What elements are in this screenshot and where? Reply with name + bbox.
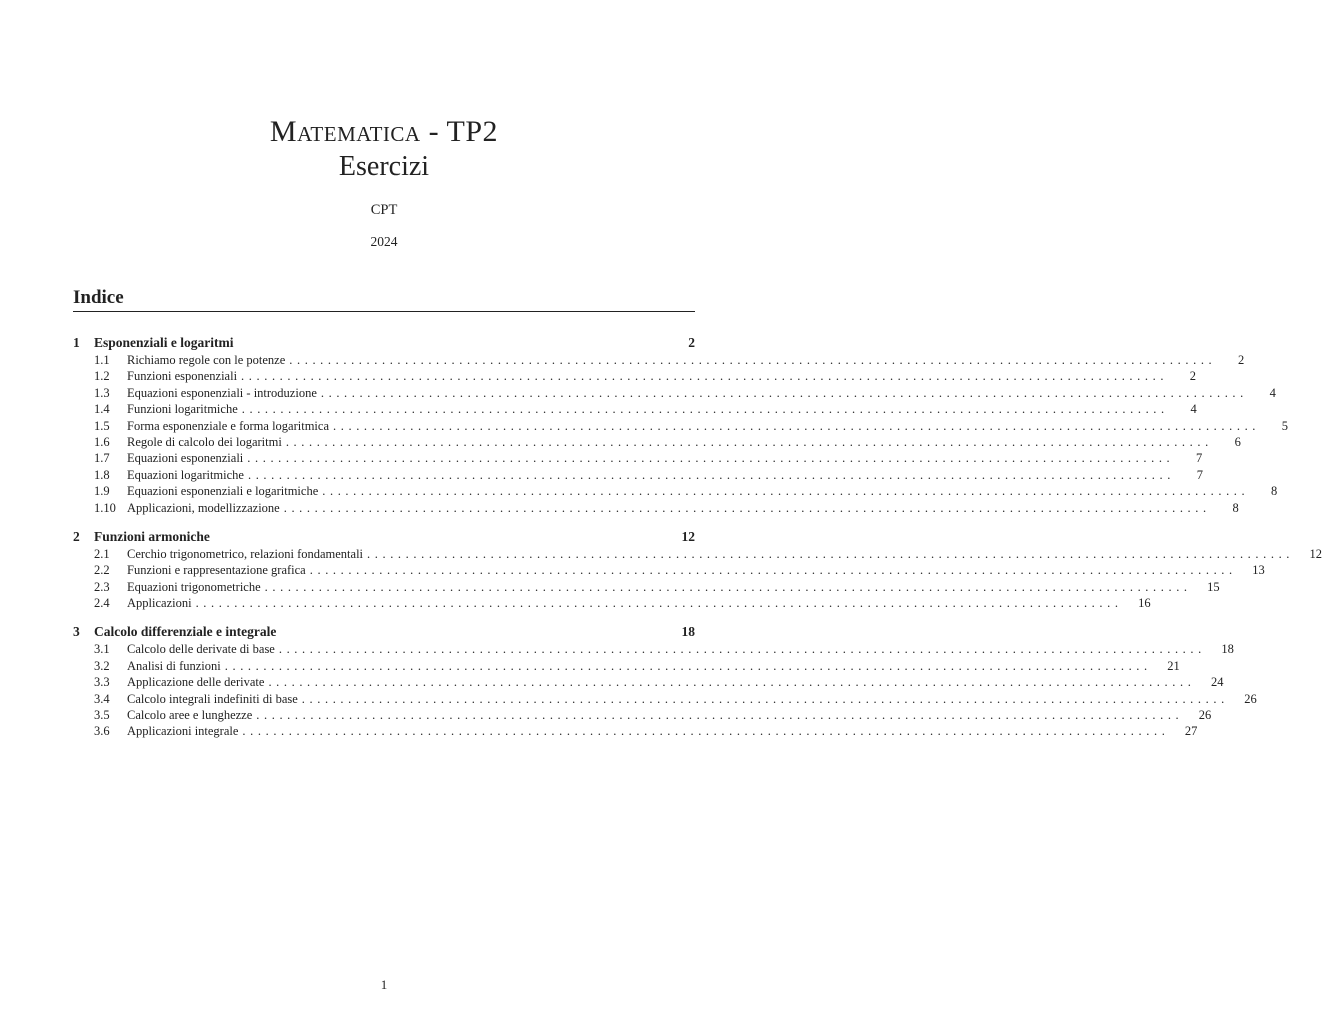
toc-leader-dots: ........................................................................................................................	[301, 691, 1229, 706]
toc-entry[interactable]	[73, 674, 1224, 690]
toc-entry-page: 8	[1271, 484, 1278, 499]
toc-entry[interactable]	[73, 658, 1180, 674]
toc-entry-page: 7	[1196, 451, 1203, 466]
toc-entry-page: 15	[1207, 579, 1220, 594]
toc-leader-dots: ........................................................................................................................	[322, 484, 1250, 499]
toc-leader-dots: ........................................................................................................................	[285, 434, 1213, 449]
toc-entry-title: Calcolo aree e lunghezze	[127, 708, 253, 723]
toc-entry-title: Richiamo regole con le potenze	[127, 353, 286, 367]
page-number: 1	[380, 977, 388, 992]
toc-leader-dots: ........................................................................................................................	[247, 451, 1175, 466]
toc-entry-page: 2	[1238, 353, 1245, 367]
toc-entry[interactable]	[73, 500, 1239, 516]
toc-section-title: Funzioni armoniche	[94, 528, 210, 544]
toc-entry-page: 4	[1190, 402, 1197, 417]
toc-entry-number: 2.4	[94, 596, 110, 611]
toc-entry-title: Equazioni trigonometriche	[127, 579, 261, 594]
toc-entry-page: 2	[1189, 369, 1197, 384]
toc-section-number: 3	[73, 624, 80, 640]
toc-entry[interactable]	[73, 562, 1265, 578]
toc-heading: Indice	[73, 287, 124, 308]
toc-entry-page: 27	[1184, 724, 1198, 739]
toc-leader-dots: ........................................................................................................................	[195, 596, 1123, 611]
toc-entry[interactable]	[73, 579, 1220, 595]
toc-section-title: Calcolo differenziale e integrale	[94, 624, 277, 640]
toc-entry[interactable]	[73, 385, 1276, 401]
toc-entry-title: Cerchio trigonometrico, relazioni fondamentali	[127, 546, 364, 561]
toc-section-title: Esponenziali e logaritmi	[94, 335, 234, 350]
toc-entry-page: 21	[1167, 658, 1180, 673]
toc-entry-page: 6	[1234, 434, 1241, 449]
toc-section[interactable]	[73, 623, 695, 641]
document-subtitle: Esercizi	[338, 151, 430, 182]
toc-entry[interactable]	[73, 546, 1322, 562]
toc-entry-number: 3.3	[94, 675, 110, 690]
toc-entry-number: 3.2	[94, 658, 110, 673]
title-suffix: - TP2	[420, 115, 499, 148]
toc-entry-title: Applicazioni	[127, 596, 192, 611]
toc-entry-title: Analisi di funzioni	[127, 658, 221, 673]
document-title	[0, 114, 768, 150]
toc-entry-page: 7	[1196, 467, 1203, 482]
toc-divider	[73, 311, 695, 312]
toc-leader-dots: ........................................................................................................................	[264, 579, 1192, 594]
toc-entry[interactable]	[73, 707, 1212, 723]
toc-entry-number: 1.9	[94, 484, 110, 499]
toc-leader-dots: ........................................................................................................................	[241, 402, 1169, 417]
toc-entry-number: 1.2	[94, 369, 110, 384]
toc-entry-page: 8	[1232, 500, 1239, 515]
toc-entry-number: 1.3	[94, 385, 110, 400]
toc-entry-number: 3.1	[94, 642, 110, 657]
toc-entry[interactable]	[73, 595, 1151, 611]
toc-entry-title: Applicazione delle derivate	[127, 675, 265, 690]
toc-entry-number: 1.1	[94, 353, 110, 367]
toc-entry[interactable]	[73, 691, 1257, 707]
toc-entry[interactable]	[73, 467, 1203, 483]
toc-leader-dots: ........................................................................................................................	[242, 724, 1170, 739]
toc-section-page: 2	[688, 335, 695, 350]
toc-entry-title: Equazioni logaritmiche	[127, 467, 244, 482]
toc-entry-number: 1.7	[94, 451, 110, 466]
toc-entry-number: 1.4	[94, 402, 110, 417]
toc-leader-dots: ........................................................................................................................	[309, 563, 1237, 578]
toc-section[interactable]	[73, 334, 695, 352]
author: CPT	[370, 202, 398, 218]
toc-leader-dots: ........................................................................................................................	[367, 546, 1295, 561]
toc-section[interactable]	[73, 528, 695, 546]
toc-entry[interactable]	[73, 418, 1289, 434]
toc-entry-title: Equazioni esponenziali e logaritmiche	[127, 484, 319, 499]
toc-leader-dots: ........................................................................................................................	[278, 642, 1206, 657]
toc-leader-dots: ........................................................................................................................	[320, 385, 1248, 400]
toc-entry-title: Regole di calcolo dei logaritmi	[127, 434, 282, 449]
toc-entry[interactable]	[73, 450, 1203, 466]
toc-entry-page: 24	[1210, 675, 1224, 690]
toc-section-page: 18	[681, 624, 695, 640]
toc-entry-number: 3.5	[94, 708, 110, 723]
toc-section-number: 1	[73, 335, 80, 350]
toc-entry[interactable]	[73, 352, 1245, 368]
toc-entry-page: 26	[1244, 691, 1257, 706]
title-smallcaps: Matematica	[269, 115, 421, 148]
toc-entry-title: Calcolo delle derivate di base	[127, 642, 275, 657]
toc-entry-title: Equazioni esponenziali - introduzione	[127, 385, 317, 400]
toc-entry-title: Applicazioni, modellizzazione	[127, 500, 280, 515]
toc-entry-title: Funzioni e rappresentazione grafica	[127, 563, 306, 578]
toc-leader-dots: ........................................................................................................................	[283, 500, 1211, 515]
toc-entry-number: 2.1	[94, 546, 110, 561]
toc-entry-page: 26	[1198, 708, 1212, 723]
toc-leader-dots: ........................................................................................................................	[268, 675, 1196, 690]
toc-entry-page: 16	[1138, 596, 1151, 611]
date: 2024	[370, 234, 398, 249]
toc-entry[interactable]	[73, 723, 1198, 739]
toc-entry[interactable]	[73, 641, 1234, 657]
toc-entry-page: 13	[1252, 563, 1265, 578]
toc-leader-dots: ........................................................................................................................	[289, 353, 1217, 367]
toc-entry[interactable]	[73, 401, 1197, 417]
toc-entry-title: Calcolo integrali indefiniti di base	[127, 691, 298, 706]
toc-entry[interactable]	[73, 434, 1241, 450]
toc-entry[interactable]	[73, 368, 1197, 384]
toc-section-page: 12	[681, 528, 695, 544]
toc-entry-number: 3.6	[94, 724, 110, 739]
toc-leader-dots: ........................................................................................................................	[247, 467, 1175, 482]
toc-entry-page: 12	[1309, 546, 1322, 561]
toc-leader-dots: ........................................................................................................................	[224, 658, 1152, 673]
toc-entry-number: 2.2	[94, 563, 110, 578]
toc-entry-page: 5	[1281, 418, 1289, 433]
toc-entry-page: 4	[1269, 385, 1276, 400]
toc-entry-number: 1.8	[94, 467, 110, 482]
toc-leader-dots: ........................................................................................................................	[256, 708, 1184, 723]
table-of-contents	[73, 334, 1322, 740]
toc-entry[interactable]	[73, 483, 1278, 499]
toc-entry-number: 3.4	[94, 691, 110, 706]
toc-entry-title: Funzioni esponenziali	[127, 369, 238, 384]
toc-entry-title: Forma esponenziale e forma logaritmica	[127, 418, 330, 433]
toc-entry-title: Equazioni esponenziali	[127, 451, 244, 466]
toc-entry-number: 2.3	[94, 579, 110, 594]
toc-leader-dots: ........................................................................................................................	[333, 418, 1261, 433]
toc-entry-number: 1.10	[94, 500, 116, 515]
toc-entry-title: Applicazioni integrale	[127, 724, 239, 739]
toc-section-number: 2	[73, 528, 80, 544]
toc-entry-title: Funzioni logaritmiche	[127, 402, 238, 417]
toc-entry-number: 1.6	[94, 434, 110, 449]
toc-entry-page: 18	[1221, 642, 1234, 657]
toc-leader-dots: ........................................................................................................................	[241, 369, 1169, 384]
toc-entry-number: 1.5	[94, 418, 110, 433]
title-block	[0, 114, 768, 184]
